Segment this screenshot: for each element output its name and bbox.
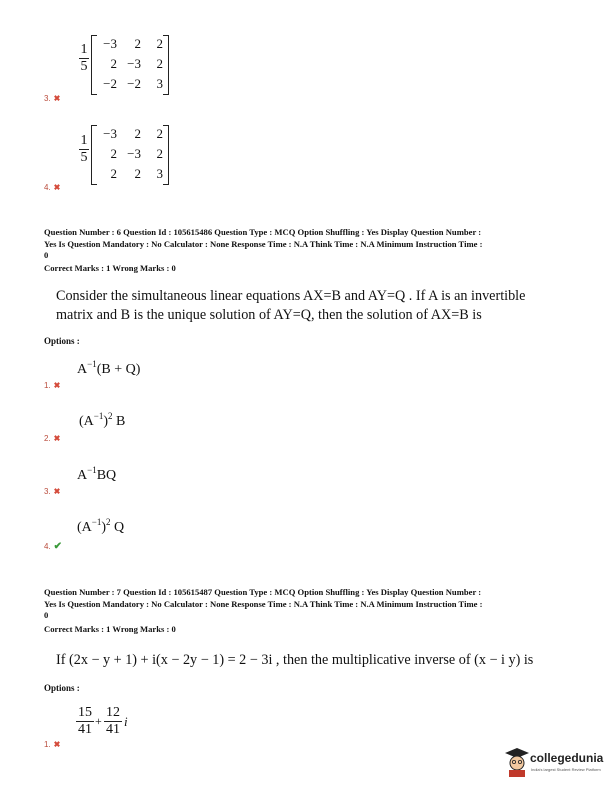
- option-number: 2. ✖: [44, 434, 61, 443]
- fraction-denominator: 41: [78, 722, 92, 737]
- fraction-numerator: 12: [106, 705, 120, 720]
- scalar-denominator: 5: [80, 150, 88, 165]
- check-icon: ✔: [53, 541, 63, 552]
- matrix-cell: −3: [103, 126, 117, 141]
- cross-icon: ✖: [53, 183, 61, 192]
- matrix-cell: −3: [127, 146, 141, 161]
- marks-line: Correct Marks : 1 Wrong Marks : 0: [44, 624, 176, 634]
- question-meta: [44, 227, 604, 262]
- meta-line: Yes Is Question Mandatory : No Calculator : None Response Time : N.A Think Time : N.A Minimum Instruction Time :: [44, 238, 483, 249]
- matrix-cell: 2: [134, 166, 141, 181]
- matrix-cell: −2: [103, 76, 117, 91]
- scalar-denominator: 5: [80, 59, 88, 74]
- cross-icon: ✖: [53, 740, 61, 749]
- option-expression: $A^{-1}(B + Q)$: [77, 359, 141, 377]
- meta-line: Question Number : 7 Question Id : 105615487 Question Type : MCQ Option Shuffling : Yes Display Question Number :: [44, 587, 482, 597]
- question-text: [56, 287, 604, 325]
- meta-line: Yes Is Question Mandatory : No Calculator : None Response Time : N.A Think Time : N.A Minimum Instruction Time :: [44, 598, 483, 609]
- matrix-cell: −3: [127, 56, 141, 71]
- matrix: [91, 125, 169, 185]
- option-expression: $(A^{-1})^2$ Q: [77, 517, 125, 535]
- matrix-cell: 2: [134, 36, 141, 51]
- matrix-cell: 2: [156, 146, 163, 161]
- matrix-cell: 2: [110, 146, 117, 161]
- logo-tagline: India's largest Student Review Platform: [531, 767, 601, 772]
- marks-line: Correct Marks : 1 Wrong Marks : 0: [44, 263, 176, 273]
- matrix: [91, 35, 169, 95]
- question-meta: [44, 587, 604, 622]
- collegedunia-logo: [504, 745, 604, 781]
- logo-text: collegedunia: [530, 751, 604, 765]
- option-expression: $A^{-1}BQ$: [77, 465, 117, 483]
- option-number: 4. ✖: [44, 183, 61, 192]
- cross-icon: ✖: [53, 381, 61, 390]
- option-number: 3. ✖: [44, 94, 61, 103]
- option-number: 1. ✖: [44, 381, 61, 390]
- cross-icon: ✖: [53, 434, 61, 443]
- option-number: 4. ✔: [44, 541, 63, 552]
- imaginary-unit: i: [124, 714, 128, 729]
- fraction-denominator: 41: [106, 722, 120, 737]
- matrix-cell: 2: [110, 166, 117, 181]
- cross-icon: ✖: [53, 94, 61, 103]
- option-number: 1. ✖: [44, 740, 61, 749]
- meta-line: 0: [44, 610, 49, 620]
- option-number: 3. ✖: [44, 487, 61, 496]
- matrix-cell: −2: [127, 76, 141, 91]
- question-text: If (2x − y + 1) + i(x − 2y − 1) = 2 − 3i , then the multiplicative inverse of (x − i y) is: [56, 652, 534, 668]
- cross-icon: ✖: [53, 487, 61, 496]
- options-label: Options :: [44, 683, 80, 693]
- scalar-numerator: 1: [80, 133, 88, 148]
- scalar-numerator: 1: [80, 42, 88, 57]
- matrix-cell: 2: [110, 56, 117, 71]
- graduate-icon: [504, 747, 530, 777]
- options-label: Options :: [44, 336, 80, 346]
- matrix-cell: 3: [156, 166, 163, 181]
- plus-sign: +: [95, 714, 102, 728]
- option-expression: $(A^{-1})^2$ B: [79, 411, 126, 429]
- matrix-cell: 2: [134, 126, 141, 141]
- question-text-line: matrix and B is the unique solution of AY=Q, then the solution of AX=B is: [56, 307, 482, 323]
- question-text-line: Consider the simultaneous linear equations AX=B and AY=Q . If A is an invertible: [56, 288, 526, 304]
- matrix-cell: 3: [156, 76, 163, 91]
- matrix-cell: −3: [103, 36, 117, 51]
- meta-line: 0: [44, 250, 49, 260]
- matrix-cell: 2: [156, 36, 163, 51]
- matrix-cell: 2: [156, 126, 163, 141]
- meta-line: Question Number : 6 Question Id : 105615486 Question Type : MCQ Option Shuffling : Yes Display Question Number :: [44, 227, 482, 237]
- matrix-cell: 2: [156, 56, 163, 71]
- fraction-numerator: 15: [78, 705, 92, 720]
